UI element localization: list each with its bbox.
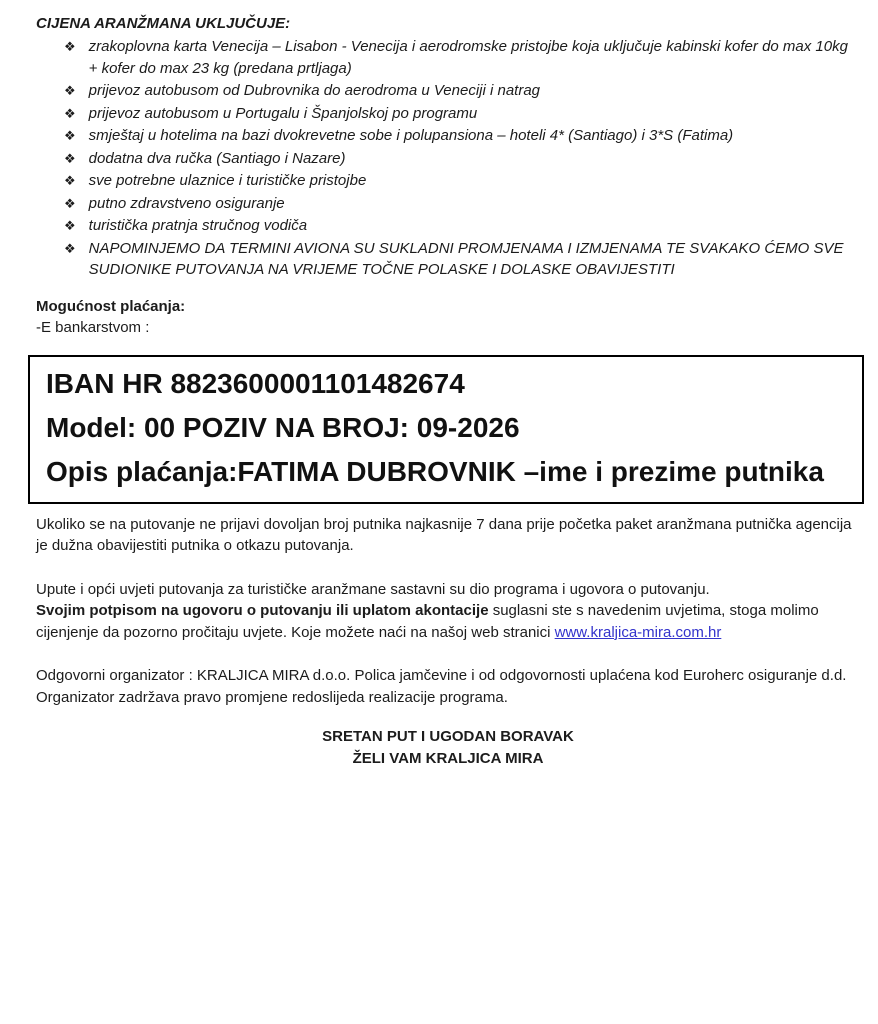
diamond-bullet-icon: ❖: [64, 240, 76, 256]
diamond-bullet-icon: ❖: [64, 195, 76, 211]
website-link[interactable]: www.kraljica-mira.com.hr: [554, 623, 722, 641]
list-item-text: turistička pratnja stručnog vodiča: [88, 217, 308, 234]
list-item: [64, 36, 860, 79]
payment-options-heading: Mogućnost plaćanja:: [36, 297, 186, 315]
price-includes-list: [36, 36, 860, 281]
terms-intro-line: Upute i opći uvjeti putovanja za turističke aranžmane sastavni su dio programa i ugovora o putovanju.: [36, 580, 710, 598]
list-item: [64, 103, 860, 125]
diamond-bullet-icon: ❖: [64, 83, 76, 98]
terms-paragraph: [36, 579, 858, 644]
price-includes-heading: CIJENA ARANŽMANA UKLJUČUJE:: [36, 15, 291, 32]
list-item-text: prijevoz autobusom u Portugalu i Španjolskoj po programu: [88, 104, 478, 122]
list-item: [64, 125, 860, 147]
list-item: [64, 215, 860, 237]
list-item: [64, 80, 860, 102]
diamond-bullet-icon: ❖: [64, 218, 76, 233]
list-item-text: sve potrebne ulaznice i turističke pristojbe: [88, 172, 367, 189]
diamond-bullet-icon: ❖: [64, 39, 76, 54]
terms-rest-text: suglasni ste s navedenim uvjetima, stoga molimo cijenjenje da pozorno pročitaju uvjete. Koje možete naći na našoj web stranici: [36, 602, 819, 641]
closing-line-1: SRETAN PUT I UGODAN BORAVAK: [322, 728, 574, 745]
diamond-bullet-icon: ❖: [64, 173, 76, 188]
closing-message: [36, 726, 860, 769]
payment-description-line: Opis plaćanja:FATIMA DUBROVNIK –ime i prezime putnika: [46, 455, 824, 487]
list-item-text: zrakoplovna karta Venecija – Lisabon - Venecija i aerodromske pristojbe koja uključuje kabinski kofer do max 10kg + kofer do max 23 kg (predana prtljaga): [88, 38, 848, 77]
bank-details-box: [28, 355, 864, 504]
payment-model-line: Model: 00 POZIV NA BROJ: 09-2026: [46, 411, 520, 443]
list-item-text: prijevoz autobusom od Dubrovnika do aerodroma u Veneciji i natrag: [88, 82, 541, 99]
list-item-text: putno zdravstveno osiguranje: [88, 194, 285, 212]
list-item: [64, 238, 860, 281]
list-item: [64, 193, 860, 215]
list-item-text: dodatna dva ručka (Santiago i Nazare): [88, 149, 346, 167]
cancellation-paragraph: Ukoliko se na putovanje ne prijavi dovoljan broj putnika najkasnije 7 dana prije početka paket aranžmana putnička agencija je dužna obavijestiti putnika o otkazu putovanja.: [36, 515, 852, 554]
diamond-bullet-icon: ❖: [64, 105, 76, 121]
terms-bold-text: Svojim potpisom na ugovoru o putovanju ili uplatom akontacije: [36, 602, 489, 619]
iban-line: IBAN HR 8823600001101482674: [46, 367, 465, 399]
organizer-paragraph: Odgovorni organizator : KRALJICA MIRA d.o.o. Polica jamčevine i od odgovornosti uplaćena kod Euroherc osiguranje d.d. Organizator zadržava pravo promjene redoslijeda realizacije programa.: [36, 667, 847, 706]
payment-method-line: -E bankarstvom :: [36, 318, 150, 336]
terms-conditions-line: [36, 600, 858, 643]
list-item-text: smještaj u hotelima na bazi dvokrevetne sobe i polupansiona – hoteli 4* (Santiago) i 3*S (Fatima): [88, 127, 734, 144]
list-item: [64, 170, 860, 192]
diamond-bullet-icon: ❖: [64, 128, 76, 143]
closing-line-2: ŽELI VAM KRALJICA MIRA: [352, 749, 544, 767]
list-item: [64, 148, 860, 170]
list-item-text: NAPOMINJEMO DA TERMINI AVIONA SU SUKLADNI PROMJENAMA I IZMJENAMA TE SVAKAKO ĆEMO SVE SUDIONIKE PUTOVANJA NA VRIJEME TOČNE POLASKE I DOLASKE OBAVIJESTITI: [88, 239, 844, 278]
diamond-bullet-icon: ❖: [64, 150, 76, 166]
